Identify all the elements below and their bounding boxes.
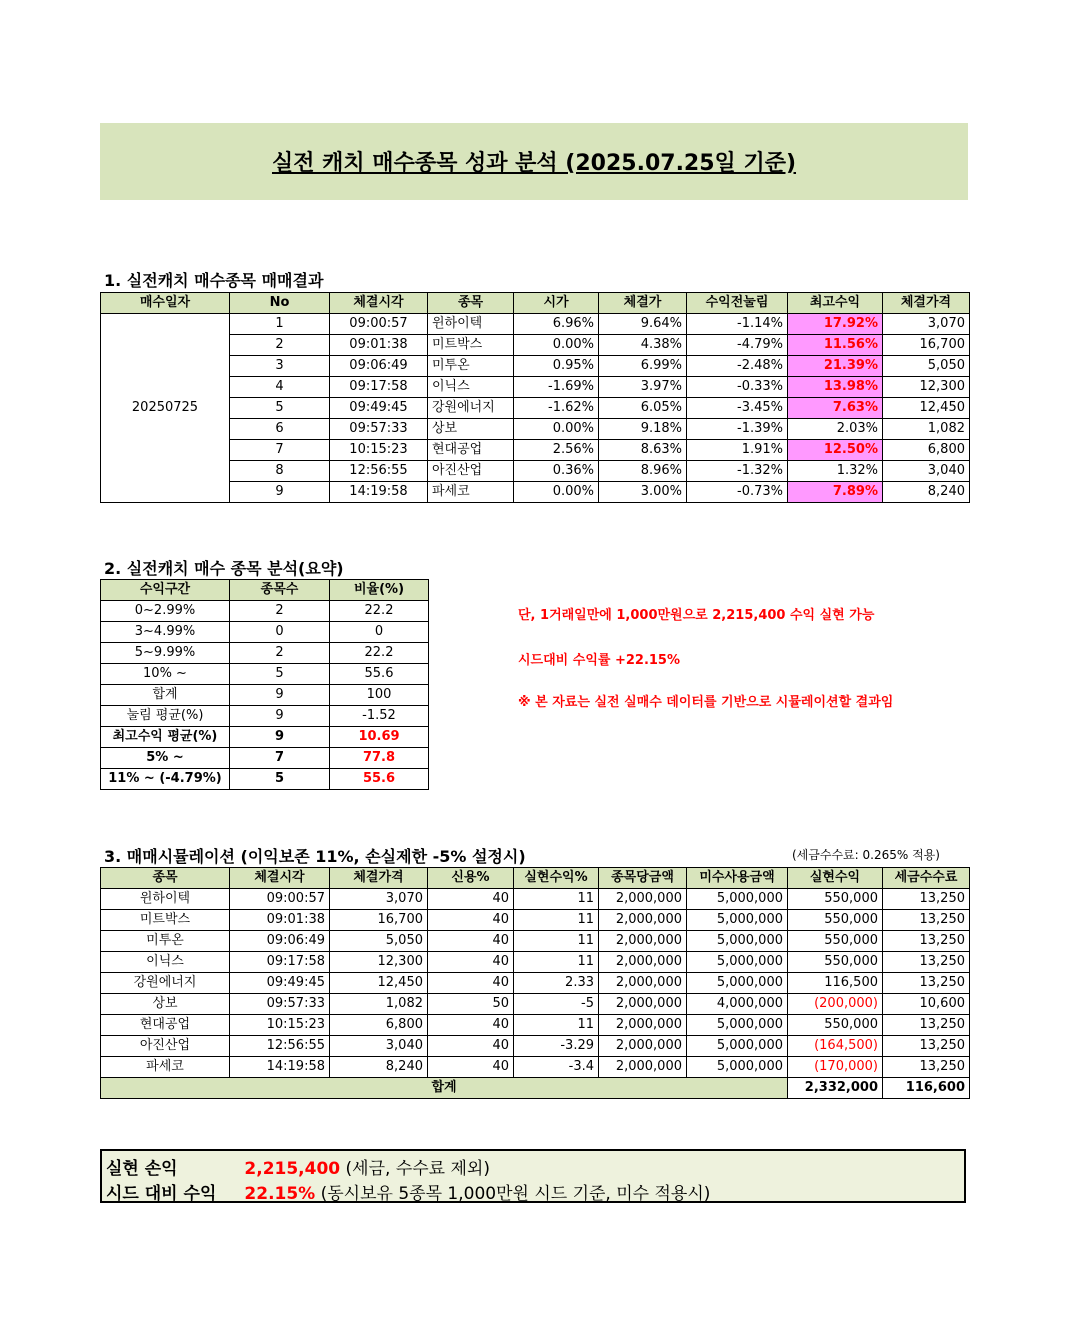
pullback-pct: -3.45% [687,398,788,419]
column-header: 체결가 [599,293,687,314]
amount-per-stock: 2,000,000 [599,931,687,952]
table-row [101,748,429,769]
profit-range: 5% ~ [101,748,230,769]
pullback-pct: -1.32% [687,461,788,482]
exec-time: 09:01:38 [230,910,330,931]
profit-range: 5~9.99% [101,643,230,664]
tax-fee: 10,600 [883,994,970,1015]
exec-pct: 9.18% [599,419,687,440]
realized-pct: 11 [514,1015,599,1036]
table-row [101,622,429,643]
exec-price: 8,240 [883,482,970,503]
amount-per-stock: 2,000,000 [599,1036,687,1057]
stock-name: 미트박스 [428,335,514,356]
table-row [101,440,970,461]
table-row [101,377,970,398]
row-number: 2 [230,335,330,356]
column-header: 신용% [428,868,514,889]
exec-pct: 9.64% [599,314,687,335]
page-title: 실전 캐치 매수종목 성과 분석 (2025.07.25일 기준) [271,151,797,176]
stock-count: 2 [230,601,330,622]
credit-pct: 40 [428,973,514,994]
column-header: 종목수 [230,580,330,601]
exec-price: 16,700 [330,910,428,931]
simulation-total-row [101,1078,970,1099]
realized-pct: 11 [514,952,599,973]
column-header: 미수사용금액 [687,868,788,889]
exec-price: 3,040 [883,461,970,482]
exec-price: 1,082 [883,419,970,440]
exec-price: 12,300 [883,377,970,398]
exec-time: 09:01:38 [330,335,428,356]
realized-profit: 550,000 [788,931,883,952]
stock-name: 현대공업 [101,1015,230,1036]
amount-per-stock: 2,000,000 [599,910,687,931]
realized-profit: 550,000 [788,910,883,931]
tax-fee: 13,250 [883,931,970,952]
amount-per-stock: 2,000,000 [599,1015,687,1036]
table-row [101,419,970,440]
max-profit-pct: 1.32% [788,461,883,482]
tax-fee: 13,250 [883,910,970,931]
credit-pct: 40 [428,1015,514,1036]
open-pct: 0.00% [514,482,599,503]
simulation-table [100,867,970,1099]
open-pct: -1.69% [514,377,599,398]
ratio-value: 22.2 [330,643,429,664]
profit-range: 11% ~ (-4.79%) [101,769,230,790]
ratio-value: 0 [330,622,429,643]
exec-time: 10:15:23 [230,1015,330,1036]
realized-pct: -3.29 [514,1036,599,1057]
table-row [101,314,970,335]
pullback-pct: -4.79% [687,335,788,356]
margin-amount: 5,000,000 [687,1036,788,1057]
realized-profit: (200,000) [788,994,883,1015]
margin-amount: 5,000,000 [687,889,788,910]
stock-name: 이닉스 [101,952,230,973]
exec-price: 3,070 [883,314,970,335]
ratio-value: 77.8 [330,748,429,769]
stock-name: 미투온 [428,356,514,377]
amount-per-stock: 2,000,000 [599,952,687,973]
column-header: 체결시각 [230,868,330,889]
table-row [101,461,970,482]
table-row [101,706,429,727]
pullback-pct: -0.33% [687,377,788,398]
exec-price: 6,800 [330,1015,428,1036]
stock-name: 미트박스 [101,910,230,931]
realized-profit: (170,000) [788,1057,883,1078]
column-header: 시가 [514,293,599,314]
exec-price: 6,800 [883,440,970,461]
table-row [101,664,429,685]
realized-profit: 550,000 [788,952,883,973]
ratio-value: 10.69 [330,727,429,748]
exec-pct: 8.96% [599,461,687,482]
stock-name: 강원에너지 [428,398,514,419]
open-pct: 0.36% [514,461,599,482]
total-profit: 2,332,000 [788,1078,883,1099]
table-row [101,727,429,748]
ratio-value: 55.6 [330,664,429,685]
tax-fee: 13,250 [883,1036,970,1057]
column-header: 수익전눌림 [687,293,788,314]
max-profit-pct: 11.56% [788,335,883,356]
realized-pct: 2.33 [514,973,599,994]
exec-time: 12:56:55 [330,461,428,482]
credit-pct: 40 [428,931,514,952]
realized-pct: 11 [514,910,599,931]
stock-name: 강원에너지 [101,973,230,994]
section2-heading: 2. 실전캐치 매수 종목 분석(요약) [104,559,344,578]
credit-pct: 50 [428,994,514,1015]
column-header: 실현수익% [514,868,599,889]
stock-count: 9 [230,727,330,748]
exec-pct: 3.00% [599,482,687,503]
seed-note: (동시보유 5종목 1,000만원 시드 기준, 미수 적용시) [320,1184,711,1204]
realized-label: 실현 손익 [106,1159,178,1179]
column-header: 실현수익 [788,868,883,889]
pullback-pct: -1.39% [687,419,788,440]
column-header: 종목 [428,293,514,314]
tax-fee: 13,250 [883,889,970,910]
row-number: 3 [230,356,330,377]
profit-range: 합계 [101,685,230,706]
max-profit-pct: 17.92% [788,314,883,335]
table-row [101,482,970,503]
profit-range: 최고수익 평균(%) [101,727,230,748]
seed-value: 22.15% [244,1184,316,1204]
exec-time: 09:49:45 [330,398,428,419]
column-header: 비율(%) [330,580,429,601]
exec-time: 09:57:33 [330,419,428,440]
stock-name: 이닉스 [428,377,514,398]
note-seed-return: 시드대비 수익률 +22.15% [518,653,680,668]
row-number: 8 [230,461,330,482]
exec-time: 09:00:57 [230,889,330,910]
exec-price: 12,450 [883,398,970,419]
stock-count: 5 [230,664,330,685]
exec-time: 14:19:58 [330,482,428,503]
pullback-pct: 1.91% [687,440,788,461]
open-pct: 0.00% [514,335,599,356]
ratio-value: 55.6 [330,769,429,790]
table-row [101,335,970,356]
credit-pct: 40 [428,952,514,973]
pullback-pct: -0.73% [687,482,788,503]
ratio-value: -1.52 [330,706,429,727]
profit-range: 눌림 평균(%) [101,706,230,727]
tax-fee: 13,250 [883,952,970,973]
margin-amount: 5,000,000 [687,1057,788,1078]
table-row [101,910,970,931]
margin-amount: 5,000,000 [687,1015,788,1036]
table-row [101,769,429,790]
max-profit-pct: 7.89% [788,482,883,503]
margin-amount: 5,000,000 [687,931,788,952]
tax-fee: 13,250 [883,973,970,994]
max-profit-pct: 7.63% [788,398,883,419]
stock-count: 2 [230,643,330,664]
credit-pct: 40 [428,1057,514,1078]
stock-name: 윈하이텍 [428,314,514,335]
total-fee: 116,600 [883,1078,970,1099]
tax-fee-note: (세금수수료: 0.265% 적용) [792,848,940,862]
section1-heading: 1. 실전캐치 매수종목 매매결과 [104,271,324,290]
exec-pct: 6.99% [599,356,687,377]
ratio-value: 100 [330,685,429,706]
exec-time: 10:15:23 [330,440,428,461]
realized-row [106,1154,490,1179]
exec-price: 12,300 [330,952,428,973]
exec-price: 16,700 [883,335,970,356]
realized-profit: 116,500 [788,973,883,994]
table-row [101,356,970,377]
table-row [101,601,429,622]
table-row [101,1015,970,1036]
exec-time: 09:49:45 [230,973,330,994]
profit-range: 3~4.99% [101,622,230,643]
amount-per-stock: 2,000,000 [599,1057,687,1078]
stock-name: 상보 [101,994,230,1015]
column-header: 종목당금액 [599,868,687,889]
summary-analysis-table [100,579,429,790]
column-header: 최고수익 [788,293,883,314]
realized-note: (세금, 수수료 제외) [345,1159,490,1179]
margin-amount: 4,000,000 [687,994,788,1015]
exec-pct: 6.05% [599,398,687,419]
row-number: 4 [230,377,330,398]
row-number: 9 [230,482,330,503]
exec-time: 09:00:57 [330,314,428,335]
exec-time: 12:56:55 [230,1036,330,1057]
column-header: 매수일자 [101,293,230,314]
table-row [101,952,970,973]
note-profit-possible: 단, 1거래일만에 1,000만원으로 2,215,400 수익 실현 가능 [518,608,875,623]
stock-name: 현대공업 [428,440,514,461]
realized-pct: -5 [514,994,599,1015]
row-number: 1 [230,314,330,335]
tax-fee: 13,250 [883,1015,970,1036]
open-pct: 0.95% [514,356,599,377]
column-header: 체결가격 [883,293,970,314]
max-profit-pct: 2.03% [788,419,883,440]
row-number: 6 [230,419,330,440]
seed-row [106,1179,710,1204]
table-row [101,685,429,706]
exec-pct: 8.63% [599,440,687,461]
table-row [101,1057,970,1078]
credit-pct: 40 [428,910,514,931]
max-profit-pct: 12.50% [788,440,883,461]
realized-pct: 11 [514,889,599,910]
realized-pct: -3.4 [514,1057,599,1078]
stock-name: 아진산업 [101,1036,230,1057]
max-profit-pct: 13.98% [788,377,883,398]
table-row [101,889,970,910]
realized-profit: 550,000 [788,889,883,910]
credit-pct: 40 [428,889,514,910]
exec-price: 12,450 [330,973,428,994]
buy-date-cell: 20250725 [101,314,230,503]
column-header: 체결가격 [330,868,428,889]
stock-name: 상보 [428,419,514,440]
table-row [101,973,970,994]
stock-name: 미투온 [101,931,230,952]
margin-amount: 5,000,000 [687,910,788,931]
open-pct: 6.96% [514,314,599,335]
column-header: 종목 [101,868,230,889]
title-banner [100,123,968,200]
result-summary-box [100,1149,966,1203]
exec-time: 09:06:49 [230,931,330,952]
exec-time: 09:57:33 [230,994,330,1015]
trade-results-table [100,292,970,503]
stock-count: 7 [230,748,330,769]
table-row [101,931,970,952]
seed-label: 시드 대비 수익 [106,1184,217,1204]
exec-time: 09:17:58 [230,952,330,973]
stock-count: 9 [230,706,330,727]
max-profit-pct: 21.39% [788,356,883,377]
exec-price: 3,040 [330,1036,428,1057]
row-number: 5 [230,398,330,419]
stock-name: 파세코 [428,482,514,503]
column-header: 세금수수료 [883,868,970,889]
realized-profit: (164,500) [788,1036,883,1057]
column-header: 수익구간 [101,580,230,601]
exec-time: 09:06:49 [330,356,428,377]
table-row [101,398,970,419]
total-label: 합계 [101,1078,788,1099]
open-pct: -1.62% [514,398,599,419]
pullback-pct: -2.48% [687,356,788,377]
credit-pct: 40 [428,1036,514,1057]
exec-pct: 4.38% [599,335,687,356]
exec-price: 5,050 [330,931,428,952]
realized-value: 2,215,400 [244,1159,341,1179]
amount-per-stock: 2,000,000 [599,973,687,994]
column-header: No [230,293,330,314]
realized-profit: 550,000 [788,1015,883,1036]
stock-count: 5 [230,769,330,790]
table-row [101,994,970,1015]
section3-heading: 3. 매매시뮬레이션 (이익보존 11%, 손실제한 -5% 설정시) [104,847,526,866]
open-pct: 0.00% [514,419,599,440]
note-disclaimer: ※ 본 자료는 실전 실매수 데이터를 기반으로 시뮬레이션할 결과임 [518,695,894,710]
amount-per-stock: 2,000,000 [599,994,687,1015]
exec-pct: 3.97% [599,377,687,398]
stock-name: 윈하이텍 [101,889,230,910]
exec-price: 5,050 [883,356,970,377]
table-row [101,643,429,664]
table-row [101,1036,970,1057]
stock-count: 9 [230,685,330,706]
realized-pct: 11 [514,931,599,952]
pullback-pct: -1.14% [687,314,788,335]
exec-price: 1,082 [330,994,428,1015]
profit-range: 0~2.99% [101,601,230,622]
amount-per-stock: 2,000,000 [599,889,687,910]
stock-name: 파세코 [101,1057,230,1078]
margin-amount: 5,000,000 [687,973,788,994]
column-header: 체결시각 [330,293,428,314]
ratio-value: 22.2 [330,601,429,622]
exec-price: 8,240 [330,1057,428,1078]
open-pct: 2.56% [514,440,599,461]
stock-name: 아진산업 [428,461,514,482]
row-number: 7 [230,440,330,461]
margin-amount: 5,000,000 [687,952,788,973]
exec-time: 14:19:58 [230,1057,330,1078]
stock-count: 0 [230,622,330,643]
tax-fee: 13,250 [883,1057,970,1078]
exec-time: 09:17:58 [330,377,428,398]
exec-price: 3,070 [330,889,428,910]
profit-range: 10% ~ [101,664,230,685]
